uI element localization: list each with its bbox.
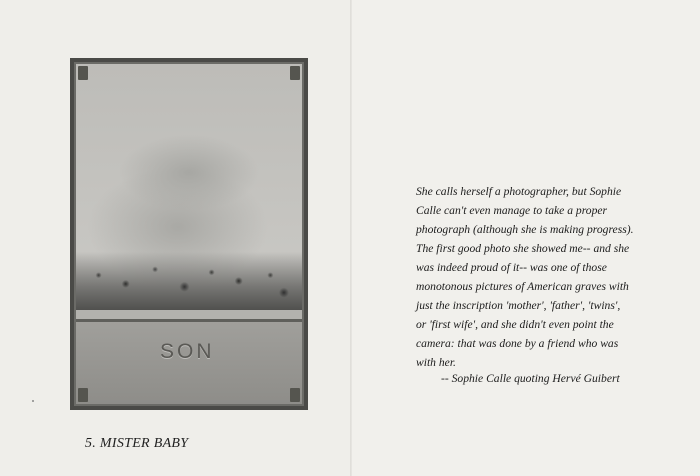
quote-line: was indeed proud of it-- was one of those [416, 261, 607, 274]
quote-line: Calle can't even manage to take a proper [416, 204, 608, 217]
photo-corner-bottom-left [78, 388, 88, 402]
photo-caption: 5. MISTER BABY [85, 436, 189, 451]
lichen-texture [76, 252, 302, 310]
quote-line: photograph (although she is making progress). [416, 223, 634, 236]
photo-corner-bottom-right [290, 388, 300, 402]
gravestone-inscription: SON [160, 340, 215, 363]
photo-image [74, 62, 304, 406]
quote-attribution: -- Sophie Calle quoting Hervé Guibert [441, 372, 620, 385]
photo-corner-top-left [78, 66, 88, 80]
photo-corner-top-right [290, 66, 300, 80]
paper-speck [32, 400, 34, 402]
quote-line: monotonous pictures of American graves with [416, 280, 629, 293]
quote-text [416, 182, 656, 372]
quote-line: She calls herself a photographer, but Sophie [416, 185, 622, 198]
quote-line: with her. [416, 356, 456, 369]
quote-line: or 'first wife', and she didn't even point the [416, 318, 614, 331]
quote-line: just the inscription 'mother', 'father', 'twins', [416, 299, 621, 312]
gravestone-photo [70, 58, 308, 410]
quote-line: The first good photo she showed me-- and she [416, 242, 630, 255]
quote-line: camera: that was done by a friend who was [416, 337, 619, 350]
